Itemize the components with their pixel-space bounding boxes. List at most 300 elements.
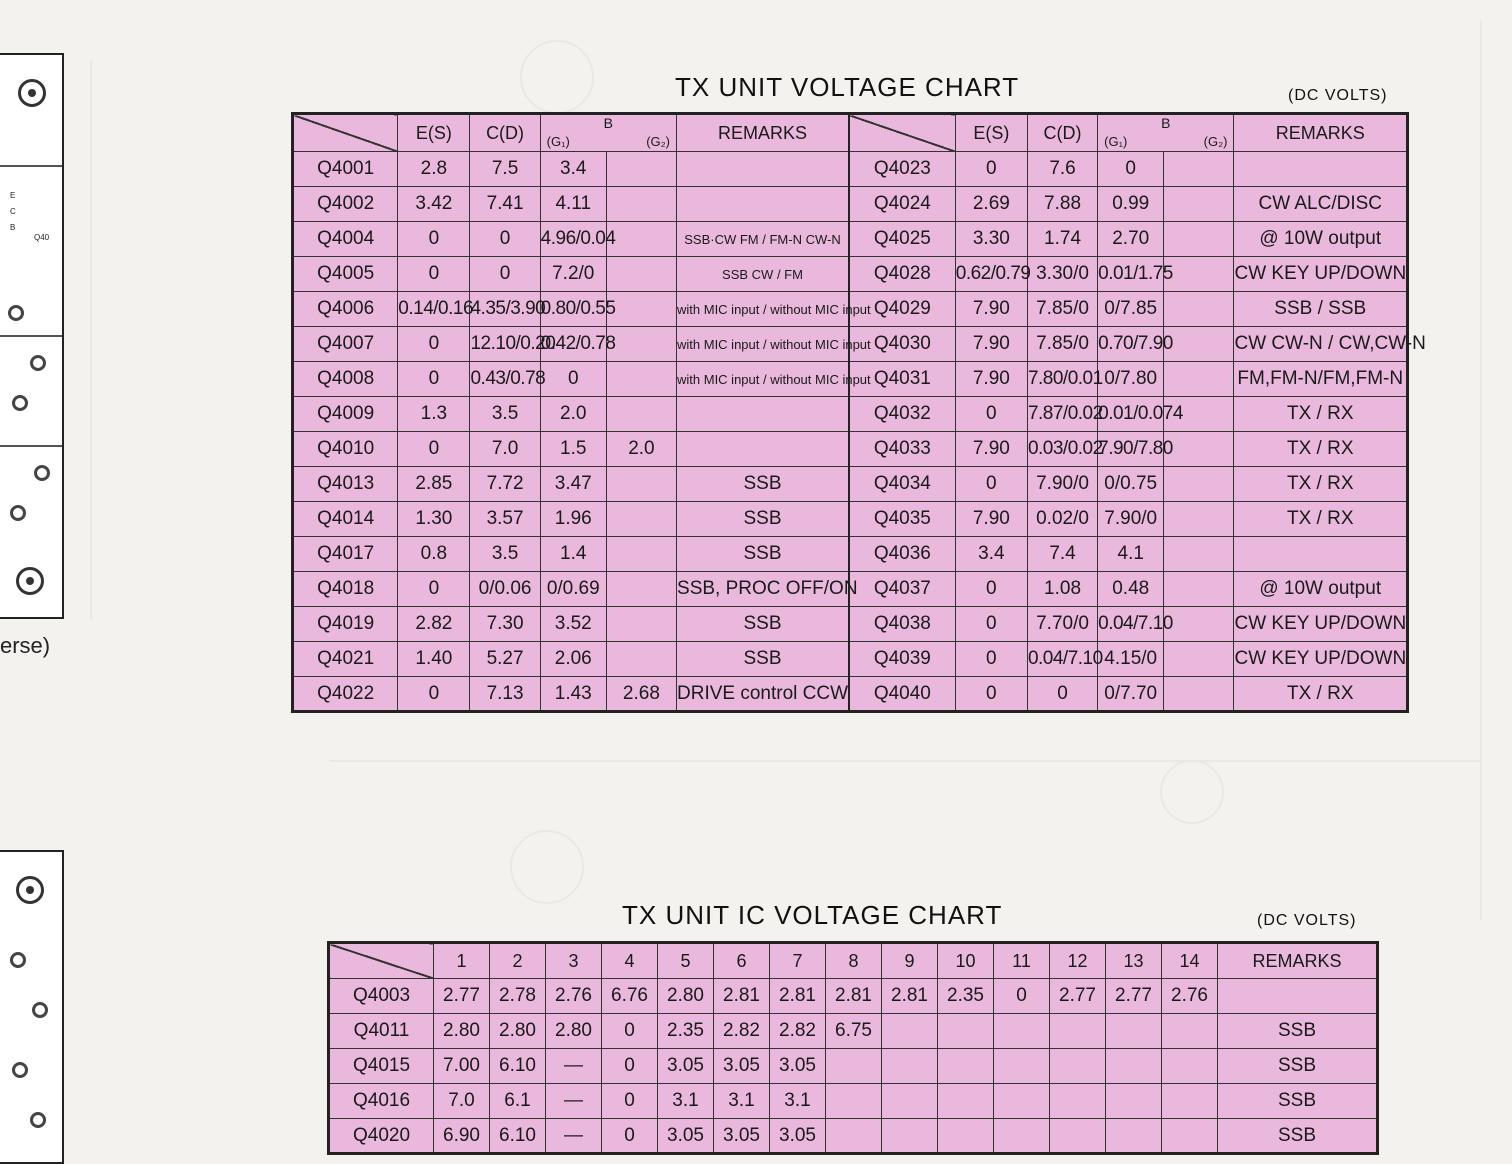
pin-voltage <box>1050 1014 1106 1049</box>
transistor-id: Q4039 <box>849 642 955 677</box>
pin-voltage: 7.00 <box>434 1049 490 1084</box>
voltage-g2: 2.68 <box>606 677 676 712</box>
pin-voltage: 3.05 <box>658 1049 714 1084</box>
voltage-g1: 2.0 <box>540 397 606 432</box>
voltage-g2 <box>1164 257 1234 292</box>
pin-voltage: 2.77 <box>1106 979 1162 1014</box>
voltage-cd: 7.70/0 <box>1027 607 1097 642</box>
pin-voltage <box>1106 1119 1162 1154</box>
voltage-g1: 0.80/0.55 <box>540 292 606 327</box>
voltage-g1: 0/0.75 <box>1098 467 1164 502</box>
voltage-cd: 7.90/0 <box>1027 467 1097 502</box>
voltage-g1: 1.4 <box>540 537 606 572</box>
voltage-g2 <box>606 607 676 642</box>
pin-voltage: 6.76 <box>602 979 658 1014</box>
voltage-g2 <box>1164 677 1234 712</box>
voltage-g2 <box>1164 537 1234 572</box>
background-schematic-circle <box>510 830 584 904</box>
table-row <box>293 187 1408 222</box>
remarks-cell <box>1234 537 1408 572</box>
voltage-g1: 7.90/0 <box>1098 502 1164 537</box>
transistor-id: Q4034 <box>849 467 955 502</box>
remarks-cell: SSB <box>1218 1049 1378 1084</box>
ic-id: Q4016 <box>329 1084 434 1119</box>
pcb-pad-icon <box>32 1002 48 1018</box>
col-header-g1: (G₁) <box>1104 134 1128 149</box>
pin-voltage: 2.77 <box>1050 979 1106 1014</box>
voltage-cd: 0.03/0.02 <box>1027 432 1097 467</box>
voltage-g2 <box>1164 187 1234 222</box>
pin-voltage <box>938 1119 994 1154</box>
voltage-cd: 0.04/7.10 <box>1027 642 1097 677</box>
voltage-cd: 0 <box>1027 677 1097 712</box>
remarks-cell: with MIC input / without MIC input <box>677 292 849 327</box>
pcb-track <box>0 165 62 167</box>
voltage-es: 1.40 <box>398 642 470 677</box>
remarks-cell: SSB <box>677 537 849 572</box>
voltage-cd: 3.5 <box>470 537 540 572</box>
transistor-id: Q4031 <box>849 362 955 397</box>
voltage-g1: 1.96 <box>540 502 606 537</box>
pin-voltage: — <box>546 1119 602 1154</box>
remarks-cell: with MIC input / without MIC input <box>677 327 849 362</box>
pin-voltage: — <box>546 1084 602 1119</box>
voltage-g2 <box>606 537 676 572</box>
transistor-id: Q4010 <box>293 432 398 467</box>
remarks-cell: SSB / SSB <box>1234 292 1408 327</box>
table-row <box>293 502 1408 537</box>
remarks-cell: TX / RX <box>1234 432 1408 467</box>
voltage-g1: 3.52 <box>540 607 606 642</box>
table-row <box>329 1049 1378 1084</box>
voltage-g1: 0.48 <box>1098 572 1164 607</box>
voltage-g2 <box>606 327 676 362</box>
pin-voltage: 2.80 <box>434 1014 490 1049</box>
pcb-pad-icon <box>12 395 28 411</box>
transistor-id: Q4004 <box>293 222 398 257</box>
pcb-pad-icon <box>30 355 46 371</box>
table-row <box>293 292 1408 327</box>
mounting-hole-icon <box>16 567 44 595</box>
voltage-es: 0.8 <box>398 537 470 572</box>
voltage-g2 <box>606 222 676 257</box>
pin-voltage: 0 <box>602 1084 658 1119</box>
pin-voltage: 0 <box>602 1014 658 1049</box>
pin-header: 12 <box>1050 943 1106 979</box>
tx-voltage-table <box>291 112 1426 713</box>
voltage-es: 0 <box>955 642 1027 677</box>
voltage-es: 0 <box>955 677 1027 712</box>
pin-voltage <box>1050 1049 1106 1084</box>
voltage-g2 <box>606 467 676 502</box>
table-row <box>293 327 1408 362</box>
ic-id: Q4011 <box>329 1014 434 1049</box>
table-row <box>293 467 1408 502</box>
remarks-cell <box>677 432 849 467</box>
pin-voltage: 2.78 <box>490 979 546 1014</box>
transistor-id: Q4002 <box>293 187 398 222</box>
pin-header: 4 <box>602 943 658 979</box>
pin-voltage: 3.05 <box>770 1119 826 1154</box>
voltage-es: 1.30 <box>398 502 470 537</box>
voltage-g1: 0/7.85 <box>1098 292 1164 327</box>
col-header-g1: (G₁) <box>546 134 570 149</box>
transistor-id: Q4019 <box>293 607 398 642</box>
transistor-id: Q4013 <box>293 467 398 502</box>
table-row <box>293 362 1408 397</box>
voltage-cd: 7.88 <box>1027 187 1097 222</box>
voltage-cd: 7.41 <box>470 187 540 222</box>
voltage-es: 2.69 <box>955 187 1027 222</box>
pin-voltage: 6.10 <box>490 1119 546 1154</box>
pin-header: 1 <box>434 943 490 979</box>
table-row <box>293 432 1408 467</box>
pcb-terminal-c: C <box>10 207 16 216</box>
voltage-g2 <box>1164 607 1234 642</box>
transistor-id: Q4006 <box>293 292 398 327</box>
pin-voltage <box>882 1049 938 1084</box>
transistor-id: Q4014 <box>293 502 398 537</box>
pin-voltage <box>1050 1084 1106 1119</box>
voltage-g1: 1.43 <box>540 677 606 712</box>
voltage-cd: 12.10/0.20 <box>470 327 540 362</box>
pin-voltage <box>826 1049 882 1084</box>
pcb-pad-icon <box>12 1062 28 1078</box>
pin-voltage <box>994 1014 1050 1049</box>
transistor-id: Q4001 <box>293 152 398 187</box>
pcb-pad-icon <box>10 505 26 521</box>
voltage-es: 7.90 <box>955 292 1027 327</box>
voltage-cd: 7.5 <box>470 152 540 187</box>
col-header-g2: (G₂) <box>1203 134 1228 149</box>
pcb-terminal-b: B <box>10 223 16 232</box>
voltage-cd: 1.74 <box>1027 222 1097 257</box>
pin-voltage <box>826 1119 882 1154</box>
transistor-id: Q4008 <box>293 362 398 397</box>
remarks-cell: SSB <box>677 607 849 642</box>
pin-header: 14 <box>1162 943 1218 979</box>
pcb-label-q40: Q40 <box>34 233 50 242</box>
transistor-id: Q4025 <box>849 222 955 257</box>
remarks-cell: SSB CW / FM <box>677 257 849 292</box>
voltage-cd: 7.87/0.02 <box>1027 397 1097 432</box>
table-row <box>293 397 1408 432</box>
voltage-es: 7.90 <box>955 327 1027 362</box>
voltage-g2 <box>606 152 676 187</box>
voltage-g1: 7.2/0 <box>540 257 606 292</box>
transistor-id: Q4032 <box>849 397 955 432</box>
voltage-g1: 0/0.69 <box>540 572 606 607</box>
voltage-es: 0 <box>955 572 1027 607</box>
voltage-g1: 0/7.70 <box>1098 677 1164 712</box>
voltage-g2 <box>1164 327 1234 362</box>
voltage-es: 0 <box>398 572 470 607</box>
remarks-cell: SSB <box>1218 1084 1378 1119</box>
pin-voltage <box>882 1084 938 1119</box>
pin-voltage: 2.80 <box>658 979 714 1014</box>
voltage-g1: 4.1 <box>1098 537 1164 572</box>
voltage-cd: 3.5 <box>470 397 540 432</box>
pin-voltage: 2.81 <box>714 979 770 1014</box>
pcb-pad-icon <box>8 305 24 321</box>
pin-voltage <box>1162 1119 1218 1154</box>
remarks-cell: SSB, PROC OFF/ON <box>677 572 849 607</box>
voltage-es: 2.85 <box>398 467 470 502</box>
table-row <box>329 1014 1378 1049</box>
voltage-es: 7.90 <box>955 502 1027 537</box>
pin-header: 11 <box>994 943 1050 979</box>
pin-header: 13 <box>1106 943 1162 979</box>
corner-diagonal-cell <box>849 114 955 152</box>
voltage-es: 0.14/0.16 <box>398 292 470 327</box>
voltage-es: 0 <box>955 607 1027 642</box>
transistor-id: Q4018 <box>293 572 398 607</box>
pin-header: 5 <box>658 943 714 979</box>
voltage-g1: 0.01/1.75 <box>1098 257 1164 292</box>
voltage-cd: 0.02/0 <box>1027 502 1097 537</box>
voltage-es: 0 <box>955 152 1027 187</box>
voltage-g2 <box>1164 642 1234 677</box>
pin-voltage: 3.05 <box>714 1119 770 1154</box>
mounting-hole-icon <box>18 79 46 107</box>
col-header-base <box>1098 114 1234 152</box>
pin-header: 3 <box>546 943 602 979</box>
voltage-cd: 7.4 <box>1027 537 1097 572</box>
col-header-cd: C(D) <box>470 114 540 152</box>
pcb-pad-icon <box>34 465 50 481</box>
remarks-cell <box>677 187 849 222</box>
remarks-cell: DRIVE control CCW <box>677 677 849 712</box>
remarks-cell: CW KEY UP/DOWN <box>1234 607 1408 642</box>
voltage-g1: 4.96/0.04 <box>540 222 606 257</box>
pin-voltage: 2.82 <box>770 1014 826 1049</box>
voltage-g2 <box>1164 432 1234 467</box>
table-row <box>293 257 1408 292</box>
pin-voltage: 2.35 <box>658 1014 714 1049</box>
voltage-g2: 2.0 <box>606 432 676 467</box>
remarks-cell: @ 10W output <box>1234 572 1408 607</box>
pin-voltage: 2.82 <box>714 1014 770 1049</box>
voltage-g1: 0/7.80 <box>1098 362 1164 397</box>
transistor-id: Q4022 <box>293 677 398 712</box>
pin-voltage: 3.1 <box>658 1084 714 1119</box>
transistor-id: Q4036 <box>849 537 955 572</box>
pin-voltage: 0 <box>602 1119 658 1154</box>
voltage-cd: 7.30 <box>470 607 540 642</box>
voltage-es: 7.90 <box>955 432 1027 467</box>
voltage-g1: 0.01/0.074 <box>1098 397 1164 432</box>
pcb-track <box>0 335 62 337</box>
voltage-cd: 0 <box>470 222 540 257</box>
voltage-g2 <box>1164 222 1234 257</box>
pin-voltage <box>994 1119 1050 1154</box>
remarks-cell: SSB <box>1218 1014 1378 1049</box>
remarks-cell: TX / RX <box>1234 502 1408 537</box>
voltage-g1: 0 <box>540 362 606 397</box>
background-schematic-circle <box>1160 760 1224 824</box>
transistor-id: Q4024 <box>849 187 955 222</box>
table-row <box>329 1119 1378 1154</box>
transistor-id: Q4038 <box>849 607 955 642</box>
pin-voltage <box>1106 1014 1162 1049</box>
voltage-es: 0 <box>955 467 1027 502</box>
tx-chart-title: TX UNIT VOLTAGE CHART <box>675 72 1020 102</box>
ic-id: Q4003 <box>329 979 434 1014</box>
table-row <box>293 677 1408 712</box>
voltage-g2 <box>1164 502 1234 537</box>
pin-voltage <box>938 1014 994 1049</box>
voltage-es: 0 <box>398 257 470 292</box>
voltage-es: 7.90 <box>955 362 1027 397</box>
pin-voltage: 2.81 <box>826 979 882 1014</box>
pcb-pad-icon <box>10 952 26 968</box>
pin-voltage <box>1162 1084 1218 1119</box>
voltage-es: 0 <box>398 362 470 397</box>
pcb-layout-top <box>0 53 64 619</box>
pin-voltage: 2.77 <box>434 979 490 1014</box>
pin-voltage: 2.80 <box>546 1014 602 1049</box>
pcb-terminal-e: E <box>10 191 16 200</box>
pin-voltage <box>1050 1119 1106 1154</box>
voltage-es: 3.4 <box>955 537 1027 572</box>
voltage-g1: 7.90/7.80 <box>1098 432 1164 467</box>
remarks-cell: SSB <box>1218 1119 1378 1154</box>
pin-header: 8 <box>826 943 882 979</box>
corner-diagonal-cell <box>329 943 434 979</box>
voltage-cd: 7.85/0 <box>1027 292 1097 327</box>
background-schematic-line <box>330 760 1480 762</box>
voltage-g1: 3.47 <box>540 467 606 502</box>
table-row <box>329 1084 1378 1119</box>
voltage-g1: 1.5 <box>540 432 606 467</box>
pin-voltage: 6.90 <box>434 1119 490 1154</box>
voltage-g2 <box>606 572 676 607</box>
voltage-es: 3.30 <box>955 222 1027 257</box>
pin-voltage: 0 <box>994 979 1050 1014</box>
pin-voltage: 3.05 <box>658 1119 714 1154</box>
voltage-g2 <box>1164 152 1234 187</box>
remarks-cell: SSB <box>677 467 849 502</box>
col-header-g2: (G₂) <box>646 134 671 149</box>
pin-header: 7 <box>770 943 826 979</box>
remarks-cell: CW KEY UP/DOWN <box>1234 642 1408 677</box>
remarks-cell: SSB <box>677 642 849 677</box>
remarks-cell <box>1234 152 1408 187</box>
voltage-cd: 7.85/0 <box>1027 327 1097 362</box>
voltage-es: 2.82 <box>398 607 470 642</box>
transistor-id: Q4009 <box>293 397 398 432</box>
remarks-cell: SSB <box>677 502 849 537</box>
voltage-g2 <box>606 187 676 222</box>
table-row <box>293 537 1408 572</box>
voltage-g2 <box>1164 467 1234 502</box>
remarks-cell: @ 10W output <box>1234 222 1408 257</box>
pin-voltage <box>882 1014 938 1049</box>
pin-voltage <box>938 1049 994 1084</box>
col-header-b: B <box>1161 115 1171 131</box>
pin-voltage <box>882 1119 938 1154</box>
voltage-g2 <box>606 502 676 537</box>
pin-voltage <box>994 1084 1050 1119</box>
table-row <box>329 979 1378 1014</box>
remarks-cell: CW CW-N / CW,CW-N <box>1234 327 1408 362</box>
voltage-g1: 4.11 <box>540 187 606 222</box>
voltage-cd: 0/0.06 <box>470 572 540 607</box>
voltage-es: 0.62/0.79 <box>955 257 1027 292</box>
col-header-b: B <box>603 115 613 131</box>
voltage-g1: 4.15/0 <box>1098 642 1164 677</box>
pin-voltage: 3.1 <box>714 1084 770 1119</box>
pin-voltage: — <box>546 1049 602 1084</box>
voltage-es: 3.42 <box>398 187 470 222</box>
voltage-g2 <box>606 257 676 292</box>
table-row <box>293 222 1408 257</box>
pin-voltage: 6.1 <box>490 1084 546 1119</box>
voltage-es: 0 <box>398 327 470 362</box>
remarks-cell: with MIC input / without MIC input <box>677 362 849 397</box>
remarks-cell <box>677 397 849 432</box>
voltage-g2 <box>606 362 676 397</box>
voltage-cd: 7.0 <box>470 432 540 467</box>
mounting-hole-icon <box>16 876 44 904</box>
transistor-id: Q4021 <box>293 642 398 677</box>
pin-voltage: 3.05 <box>714 1049 770 1084</box>
pin-header: 6 <box>714 943 770 979</box>
transistor-id: Q4017 <box>293 537 398 572</box>
col-header-es: E(S) <box>955 114 1027 152</box>
tx-chart-units: (DC VOLTS) <box>1288 87 1388 104</box>
pin-voltage: 2.81 <box>770 979 826 1014</box>
pcb-pad-icon <box>30 1112 46 1128</box>
background-schematic-circle <box>520 40 594 114</box>
ic-id: Q4020 <box>329 1119 434 1154</box>
voltage-g2 <box>1164 292 1234 327</box>
voltage-g2 <box>606 397 676 432</box>
voltage-es: 1.3 <box>398 397 470 432</box>
remarks-cell: TX / RX <box>1234 677 1408 712</box>
col-header-cd: C(D) <box>1027 114 1097 152</box>
table-row <box>293 152 1408 187</box>
voltage-cd: 3.30/0 <box>1027 257 1097 292</box>
transistor-id: Q4040 <box>849 677 955 712</box>
pin-header: 2 <box>490 943 546 979</box>
corner-diagonal-cell <box>293 114 398 152</box>
voltage-es: 0 <box>398 432 470 467</box>
remarks-cell: TX / RX <box>1234 467 1408 502</box>
transistor-id: Q4005 <box>293 257 398 292</box>
transistor-id: Q4029 <box>849 292 955 327</box>
table-row <box>293 572 1408 607</box>
voltage-es: 0 <box>398 677 470 712</box>
voltage-cd: 4.35/3.90 <box>470 292 540 327</box>
pin-voltage: 2.35 <box>938 979 994 1014</box>
voltage-cd: 7.72 <box>470 467 540 502</box>
pcb-caption-fragment: erse) <box>0 633 51 658</box>
voltage-g1: 3.4 <box>540 152 606 187</box>
voltage-cd: 7.6 <box>1027 152 1097 187</box>
col-header-base <box>540 114 676 152</box>
voltage-g1: 0.70/7.90 <box>1098 327 1164 362</box>
pin-voltage <box>1106 1049 1162 1084</box>
pin-voltage: 2.76 <box>1162 979 1218 1014</box>
col-header-remarks: REMARKS <box>1234 114 1408 152</box>
remarks-cell: CW ALC/DISC <box>1234 187 1408 222</box>
table-row <box>293 607 1408 642</box>
pcb-layout-bottom <box>0 850 64 1164</box>
pin-voltage: 6.10 <box>490 1049 546 1084</box>
remarks-cell <box>677 152 849 187</box>
table-row <box>293 642 1408 677</box>
